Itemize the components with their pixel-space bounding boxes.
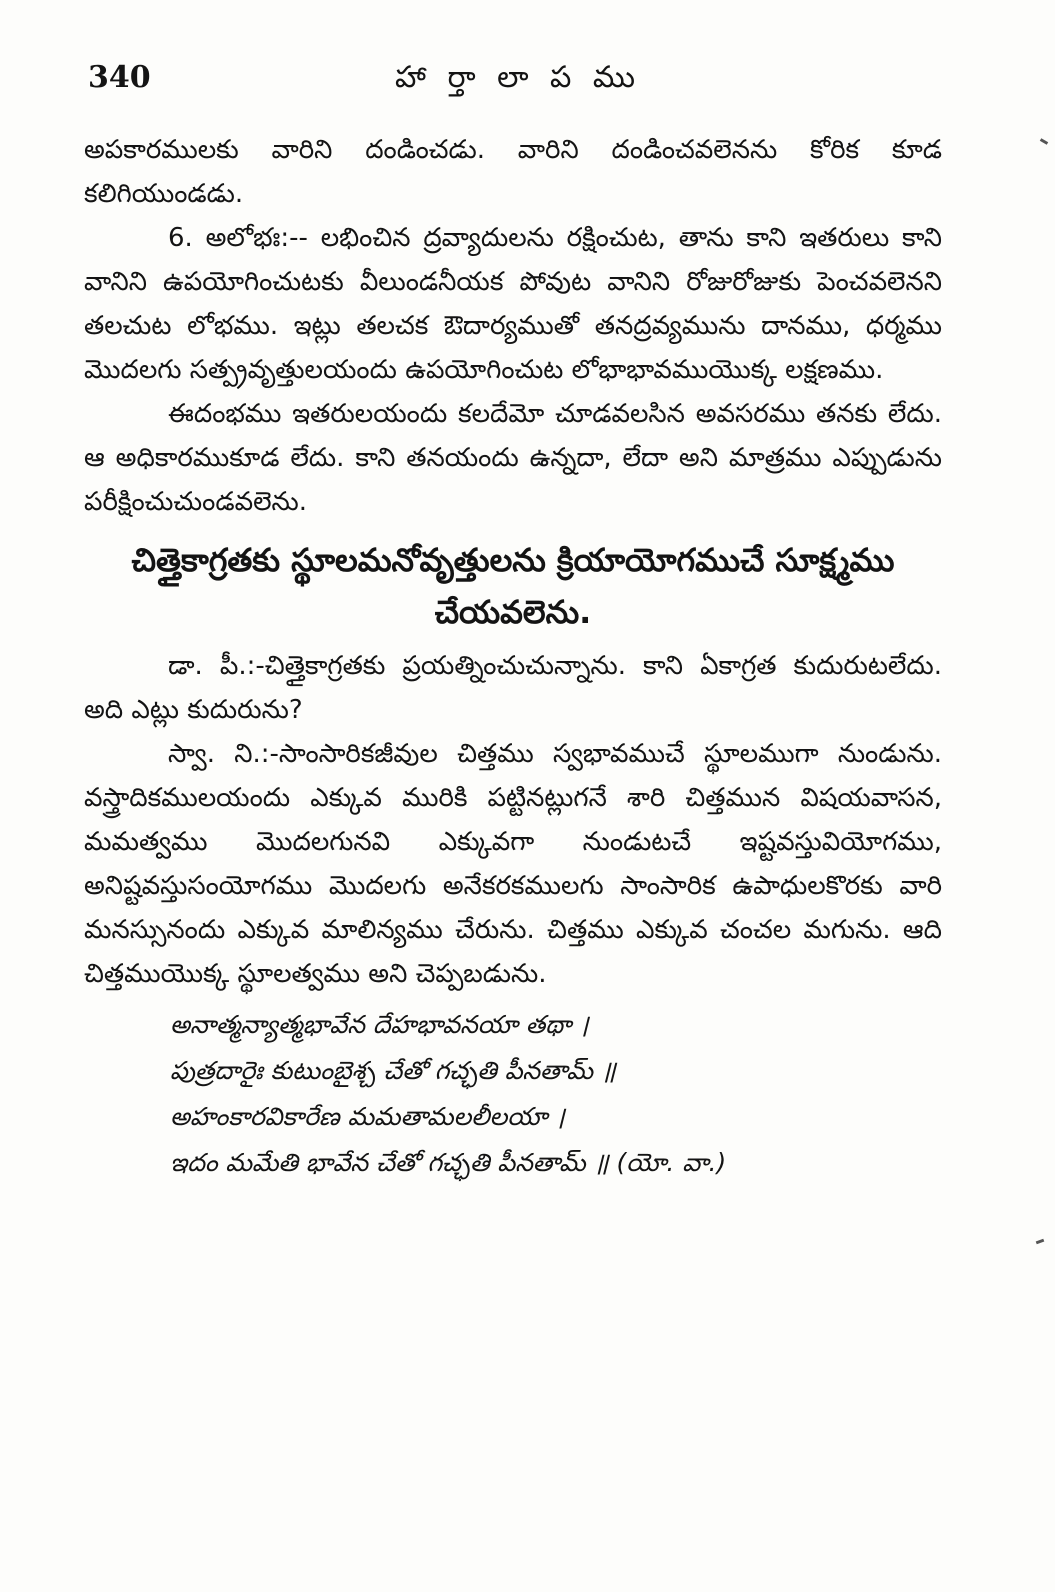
sanskrit-verse [170, 1002, 942, 1186]
page-body [84, 128, 942, 1186]
paragraph-alobha: 6. అలోభః:-- లభించిన ద్రవ్యాదులను రక్షించుట, తాను కాని ఇతరులు కాని వానిని ఉపయోగించుటకు వీలుండనీయక పోవుట వానిని రోజురోజుకు పెంచవలెనని తలచుట లోభము. ఇట్లు తలచక ఔదార్యముతో తనద్రవ్యమును దానము, ధర్మము మొదలగు సత్ప్రవృత్తులయందు ఉపయోగించుట లోభాభావముయొక్క లక్షణము. [84, 223, 942, 385]
verse-line: ఇదం మమేతి భావేన చేతో గచ్ఛతి పీనతామ్ ॥ (యో. వా.) [170, 1148, 727, 1177]
dialogue-question: డా. పీ.:-చిత్తైకాగ్రతకు ప్రయత్నించుచున్నాను. కాని ఏకాగ్రత కుదురుటలేదు. అది ఎట్లు కుదురును? [84, 651, 942, 725]
paragraph-dambha: ఈదంభము ఇతరులయందు కలదేమో చూడవలసిన అవసరము తనకు లేదు. ఆ అధికారముకూడ లేదు. కాని తనయందు ఉన్నదా, లేదా అని మాత్రము ఎప్పుడును పరీక్షించుచుండవలెను. [84, 399, 942, 517]
page-number: 340 [88, 60, 151, 95]
dialogue-answer: స్వా. ని.:-సాంసారికజీవుల చిత్తము స్వభావముచే స్థూలముగా నుండును. వస్త్రాదికములయందు ఎక్కువ మురికి పట్టినట్లుగనే శారి చిత్తమున విషయవాసన, మమత్వము మొదలగునవి ఎక్కువగా నుండుటచే ఇష్టవస్తువియోగము, అనిష్టవస్తుసంయోగము మొదలగు అనేకరకములగు సాంసారిక ఉపాధులకొరకు వారి మనస్సునందు ఎక్కువ మాలిన్యము చేరును. చిత్తము ఎక్కువ చంచల మగును. ఆది చిత్తముయొక్క స్థూలత్వము అని చెప్పబడును. [84, 739, 942, 989]
verse-line: పుత్రదారైః కుటుంబైశ్చ చేతో గచ్ఛతి పీనతామ్ ॥ [170, 1056, 616, 1085]
scan-edge-mark [1040, 138, 1048, 145]
verse-line: అహంకారవికారేణ మమతామలలీలయా । [170, 1102, 565, 1131]
paragraph: అపకారములకు వారిని దండించడు. వారిని దండించవలెనను కోరిక కూడ కలిగియుండడు. [84, 135, 942, 209]
scan-edge-mark [1036, 1239, 1045, 1245]
section-heading: చిత్తైకాగ్రతకు స్థూలమనోవృత్తులను క్రియాయోగముచే సూక్ష్మము చేయవలెను. [131, 541, 895, 631]
page-header [88, 58, 948, 102]
running-title: హా ర్తా లా ప ము [394, 60, 642, 95]
verse-line: అనాత్మన్యాత్మభావేన దేహభావనయా తథా । [170, 1010, 589, 1039]
